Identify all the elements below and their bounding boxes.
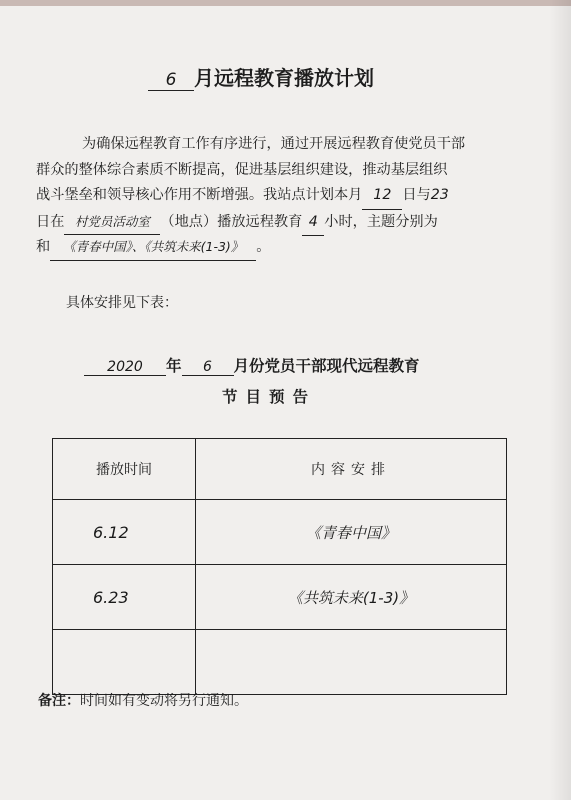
paragraph-line-2: 群众的整体综合素质不断提高，促进基层组织建设，推动基层组织 xyxy=(36,161,448,178)
table-row xyxy=(53,500,507,565)
row-time: 6.12 xyxy=(53,500,196,565)
location-blank: 村党员活动室 xyxy=(64,209,160,236)
row-content: 《青春中国》 xyxy=(196,500,507,565)
page-top-edge xyxy=(0,0,571,6)
heading-text: 月份党员干部现代远程教育 xyxy=(233,357,420,375)
day1-blank: 12 xyxy=(362,183,402,210)
intro-paragraph xyxy=(36,132,534,260)
remark-text: 时间如有变动将另行通知。 xyxy=(80,693,248,709)
line5-text-b: 。 xyxy=(256,239,271,255)
table-row xyxy=(53,630,507,695)
row-time: 6.23 xyxy=(53,565,196,630)
line4-text-c: 小时，主题分别为 xyxy=(324,213,438,230)
header-content: 内容安排 xyxy=(196,439,507,500)
schedule-table xyxy=(52,438,507,695)
line4-text-a: 日在 xyxy=(36,213,65,230)
header-broadcast-time: 播放时间 xyxy=(53,439,196,500)
remark-label: 备注： xyxy=(38,693,80,709)
paragraph-line-3 xyxy=(36,183,534,209)
row-content xyxy=(196,630,507,695)
title-month-blank: 6 xyxy=(148,70,194,91)
line3-text-b: 日与 xyxy=(402,187,431,203)
program-preview-heading: 节目预告 xyxy=(222,388,317,406)
schedule-heading xyxy=(84,354,420,376)
year-blank: 2020 xyxy=(84,359,166,376)
month-blank: 6 xyxy=(182,359,234,376)
paragraph-line-1: 为确保远程教育工作有序进行，通过开展远程教育使党员干部 xyxy=(82,136,466,152)
row-content: 《共筑未来(1-3)》 xyxy=(196,565,507,630)
remark xyxy=(38,690,248,710)
line3-text-a: 战斗堡垒和领导核心作用不断增强。我站点计划本月 xyxy=(36,187,363,203)
paragraph-line-5 xyxy=(36,234,534,260)
row-time xyxy=(53,630,196,695)
themes-blank: 《青春中国》、《共筑未来(1-3)》 xyxy=(50,234,256,261)
year-suffix: 年 xyxy=(166,357,182,375)
line4-text-b: （地点）播放远程教育 xyxy=(160,213,303,230)
schedule-note: 具体安排见下表： xyxy=(66,295,178,311)
line5-text-a: 和 xyxy=(36,239,51,255)
hours-blank: 4 xyxy=(302,210,324,237)
document-title xyxy=(148,62,374,91)
table-row xyxy=(53,565,507,630)
title-text: 月远程教育播放计划 xyxy=(194,66,374,90)
page-edge-shadow xyxy=(549,0,571,800)
table-header-row xyxy=(53,439,507,500)
paragraph-line-4 xyxy=(36,209,534,235)
day2-value: 23 xyxy=(430,187,449,203)
